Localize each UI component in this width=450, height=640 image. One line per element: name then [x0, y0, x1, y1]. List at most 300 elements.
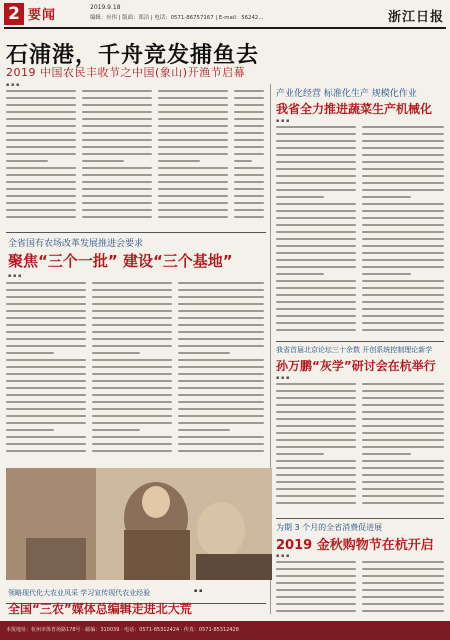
text-line: [158, 195, 228, 197]
text-line: [178, 366, 264, 368]
text-line: [234, 174, 264, 176]
text-line: [276, 418, 356, 420]
state-farm-kicker: 全省国有农场改革发展推进会要求: [8, 239, 144, 249]
text-line: [82, 181, 152, 183]
text-line: [92, 408, 172, 410]
text-line: [6, 202, 76, 204]
text-line: [6, 394, 86, 396]
text-line: [92, 352, 140, 354]
text-line: [6, 317, 86, 319]
state-farm-body-col-2: [92, 282, 172, 462]
text-line: [158, 97, 228, 99]
text-line: [276, 287, 356, 289]
section-rule: [6, 232, 266, 233]
text-line: [362, 418, 444, 420]
text-line: [82, 132, 152, 134]
text-line: [234, 188, 264, 190]
text-line: [178, 338, 264, 340]
text-line: [276, 582, 356, 584]
text-line: [6, 153, 76, 155]
text-line: [234, 132, 264, 134]
text-line: [362, 196, 411, 198]
text-line: [276, 411, 356, 413]
text-line: [92, 429, 140, 431]
text-line: [82, 216, 152, 218]
text-line: [92, 331, 172, 333]
text-line: [362, 280, 444, 282]
text-line: [276, 439, 356, 441]
text-line: [6, 373, 86, 375]
text-line: [276, 203, 356, 205]
text-line: [178, 324, 264, 326]
text-line: [178, 429, 230, 431]
text-line: [362, 252, 444, 254]
text-line: [6, 181, 76, 183]
media-headline: 全国“三农”媒体总编辑走进北大荒: [8, 602, 192, 616]
text-line: [276, 175, 356, 177]
text-line: [276, 467, 356, 469]
text-line: [276, 589, 356, 591]
text-line: [276, 481, 356, 483]
text-line: [276, 603, 356, 605]
text-line: [158, 111, 228, 113]
text-line: [6, 174, 76, 176]
text-line: [158, 160, 200, 162]
newspaper-logo: 浙江日报: [387, 10, 444, 25]
text-line: [276, 259, 356, 261]
text-line: [362, 453, 411, 455]
text-line: [158, 132, 228, 134]
text-line: [362, 133, 444, 135]
text-line: [158, 118, 228, 120]
page-number: 2: [4, 3, 24, 25]
text-line: [82, 125, 152, 127]
text-line: [276, 196, 324, 198]
text-line: [276, 133, 356, 135]
text-line: [92, 289, 172, 291]
text-line: [6, 429, 54, 431]
text-line: [276, 397, 356, 399]
text-line: [6, 401, 86, 403]
text-line: [158, 139, 228, 141]
section-rule: [276, 341, 444, 342]
text-line: [362, 383, 444, 385]
text-line: [362, 266, 444, 268]
text-line: [6, 450, 86, 452]
text-line: [362, 439, 444, 441]
text-line: [158, 202, 228, 204]
text-line: [6, 366, 86, 368]
shopping-headline: 2019 金秋购物节在杭开启: [276, 538, 434, 553]
text-line: [362, 203, 444, 205]
masthead-rule: [4, 27, 446, 29]
text-line: [178, 415, 264, 417]
text-line: [6, 104, 76, 106]
text-line: [362, 217, 444, 219]
text-line: [362, 329, 444, 331]
text-line: [234, 90, 264, 92]
state-farm-body-col-3: [178, 282, 264, 462]
text-line: [92, 303, 172, 305]
text-line: [276, 575, 356, 577]
text-line: [362, 301, 444, 303]
text-line: [6, 359, 86, 361]
text-line: [276, 217, 356, 219]
text-line: [178, 317, 264, 319]
text-line: [276, 126, 356, 128]
text-line: [362, 474, 444, 476]
section-title: 要闻: [28, 8, 57, 23]
text-line: [362, 425, 444, 427]
text-line: [82, 111, 152, 113]
text-line: [276, 425, 356, 427]
text-line: [234, 209, 264, 211]
text-line: [276, 266, 356, 268]
text-line: [276, 488, 356, 490]
text-line: [362, 224, 444, 226]
text-line: [234, 97, 264, 99]
text-line: [234, 104, 264, 106]
text-line: [362, 210, 444, 212]
text-line: [362, 446, 444, 448]
photo: [6, 468, 272, 580]
text-line: [362, 561, 444, 563]
text-line: [276, 238, 356, 240]
text-line: [276, 315, 356, 317]
text-line: [6, 282, 86, 284]
text-line: [82, 139, 152, 141]
shopping-byline: ▪ ▪ ▪: [276, 553, 290, 559]
text-line: [92, 345, 172, 347]
text-line: [92, 450, 172, 452]
text-line: [6, 345, 86, 347]
text-line: [362, 126, 444, 128]
text-line: [82, 174, 152, 176]
text-line: [6, 352, 54, 354]
text-line: [178, 380, 264, 382]
text-line: [6, 146, 76, 148]
grey-theory-body-col-2: [362, 383, 444, 513]
state-farm-body-col-1: [6, 282, 86, 462]
text-line: [276, 147, 356, 149]
text-line: [276, 280, 356, 282]
text-line: [362, 294, 444, 296]
text-line: [234, 153, 264, 155]
text-line: [92, 359, 172, 361]
lead-subhead: 2019 中国农民丰收节之中国(象山)开渔节启幕: [6, 66, 246, 79]
text-line: [92, 324, 172, 326]
text-line: [178, 401, 264, 403]
text-line: [6, 296, 86, 298]
issue-date: 2019.9.18: [90, 4, 121, 11]
text-line: [362, 238, 444, 240]
text-line: [6, 132, 76, 134]
text-line: [6, 195, 76, 197]
text-line: [6, 289, 86, 291]
text-line: [276, 329, 356, 331]
text-line: [276, 161, 356, 163]
text-line: [6, 139, 76, 141]
text-line: [362, 308, 444, 310]
text-line: [6, 415, 86, 417]
text-line: [158, 153, 228, 155]
text-line: [178, 443, 264, 445]
text-line: [6, 90, 76, 92]
text-line: [276, 245, 356, 247]
text-line: [82, 118, 152, 120]
text-line: [362, 596, 444, 598]
text-line: [362, 273, 411, 275]
text-line: [82, 104, 152, 106]
text-line: [276, 390, 356, 392]
machinery-body-col-1: [276, 126, 356, 336]
text-line: [178, 303, 264, 305]
text-line: [276, 154, 356, 156]
text-line: [362, 488, 444, 490]
text-line: [276, 189, 356, 191]
text-line: [92, 373, 172, 375]
text-line: [362, 140, 444, 142]
text-line: [362, 390, 444, 392]
text-line: [276, 453, 324, 455]
text-line: [92, 380, 172, 382]
text-line: [92, 296, 172, 298]
grey-theory-headline: 孙万鹏“灰学”研讨会在杭举行: [276, 359, 436, 373]
text-line: [178, 387, 264, 389]
text-line: [276, 502, 356, 504]
footer-bar: [0, 621, 450, 640]
text-line: [276, 308, 356, 310]
text-line: [362, 182, 444, 184]
text-line: [92, 366, 172, 368]
text-line: [178, 373, 264, 375]
text-line: [92, 436, 172, 438]
text-line: [362, 603, 444, 605]
text-line: [276, 210, 356, 212]
text-line: [92, 415, 172, 417]
text-line: [6, 422, 86, 424]
text-line: [178, 296, 264, 298]
text-line: [82, 97, 152, 99]
photo-credit: ▪ ▪: [194, 588, 203, 594]
text-line: [362, 315, 444, 317]
shopping-kicker: 为期 3 个月的全省消费促进展: [276, 523, 383, 532]
lead-body-col-4: [234, 90, 264, 226]
text-line: [276, 301, 356, 303]
text-line: [276, 182, 356, 184]
text-line: [6, 324, 86, 326]
text-line: [234, 216, 264, 218]
text-line: [276, 273, 324, 275]
text-line: [82, 188, 152, 190]
text-line: [362, 175, 444, 177]
text-line: [276, 596, 356, 598]
text-line: [276, 495, 356, 497]
text-line: [362, 467, 444, 469]
text-line: [6, 125, 76, 127]
text-line: [92, 387, 172, 389]
text-line: [92, 443, 172, 445]
text-line: [82, 195, 152, 197]
text-line: [362, 575, 444, 577]
text-line: [276, 231, 356, 233]
text-line: [362, 259, 444, 261]
text-line: [158, 167, 228, 169]
text-line: [6, 160, 48, 162]
text-line: [82, 146, 152, 148]
text-line: [276, 460, 356, 462]
text-line: [362, 502, 444, 504]
text-line: [362, 287, 444, 289]
text-line: [6, 216, 76, 218]
text-line: [276, 168, 356, 170]
text-line: [158, 181, 228, 183]
text-line: [178, 352, 230, 354]
text-line: [6, 408, 86, 410]
text-line: [92, 338, 172, 340]
text-line: [92, 282, 172, 284]
text-line: [6, 303, 86, 305]
text-line: [178, 408, 264, 410]
text-line: [276, 446, 356, 448]
text-line: [362, 168, 444, 170]
text-line: [178, 450, 264, 452]
text-line: [234, 125, 264, 127]
text-line: [158, 174, 228, 176]
text-line: [276, 474, 356, 476]
text-line: [178, 331, 264, 333]
text-line: [362, 481, 444, 483]
text-line: [158, 209, 228, 211]
text-line: [82, 160, 124, 162]
text-line: [276, 140, 356, 142]
text-line: [276, 294, 356, 296]
text-line: [158, 188, 228, 190]
text-line: [234, 146, 264, 148]
text-line: [362, 322, 444, 324]
text-line: [92, 310, 172, 312]
text-line: [6, 387, 86, 389]
footer-address: 本报地址：杭州市体育场路178号 · 邮编：310039 · 电话：0571-85312424 · 传真：0571-85312428: [6, 627, 239, 633]
text-line: [234, 160, 252, 162]
text-line: [362, 161, 444, 163]
text-line: [82, 202, 152, 204]
text-line: [234, 111, 264, 113]
text-line: [158, 125, 228, 127]
text-line: [362, 397, 444, 399]
text-line: [6, 380, 86, 382]
text-line: [178, 289, 264, 291]
machinery-byline: ▪ ▪ ▪: [276, 118, 290, 124]
text-line: [362, 432, 444, 434]
lead-body-col-3: [158, 90, 228, 226]
text-line: [234, 139, 264, 141]
text-line: [158, 104, 228, 106]
grey-theory-body-col-1: [276, 383, 356, 513]
text-line: [92, 394, 172, 396]
text-line: [362, 610, 444, 612]
text-line: [276, 432, 356, 434]
text-line: [362, 582, 444, 584]
text-line: [178, 359, 264, 361]
text-line: [6, 443, 86, 445]
text-line: [234, 195, 264, 197]
text-line: [362, 231, 444, 233]
text-line: [178, 345, 264, 347]
text-line: [158, 90, 228, 92]
text-line: [276, 322, 356, 324]
text-line: [92, 401, 172, 403]
text-line: [82, 90, 152, 92]
text-line: [6, 167, 76, 169]
grey-theory-kicker: 我省首届北京论坛三十余数 开创系统控制理论新学: [276, 346, 433, 354]
text-line: [92, 422, 172, 424]
text-line: [362, 245, 444, 247]
text-line: [6, 331, 86, 333]
machinery-headline: 我省全力推进蔬菜生产机械化: [276, 102, 433, 116]
text-line: [234, 118, 264, 120]
text-line: [276, 383, 356, 385]
text-line: [362, 189, 444, 191]
text-line: [276, 568, 356, 570]
text-line: [276, 610, 356, 612]
text-line: [234, 167, 264, 169]
shopping-body-col-2: [362, 561, 444, 617]
text-line: [6, 188, 76, 190]
lead-body-col-2: [82, 90, 152, 226]
text-line: [276, 561, 356, 563]
text-line: [178, 310, 264, 312]
text-line: [362, 147, 444, 149]
text-line: [158, 146, 228, 148]
text-line: [178, 394, 264, 396]
text-line: [178, 422, 264, 424]
text-line: [234, 202, 264, 204]
text-line: [362, 404, 444, 406]
text-line: [6, 209, 76, 211]
text-line: [362, 411, 444, 413]
text-line: [362, 154, 444, 156]
text-line: [92, 317, 172, 319]
text-line: [82, 167, 152, 169]
text-line: [6, 436, 86, 438]
text-line: [158, 216, 228, 218]
text-line: [82, 209, 152, 211]
text-line: [6, 111, 76, 113]
text-line: [6, 310, 86, 312]
text-line: [6, 97, 76, 99]
state-farm-byline: ▪ ▪ ▪: [8, 273, 22, 279]
machinery-body-col-2: [362, 126, 444, 336]
section-rule: [276, 518, 444, 519]
lead-headline: 石浦港，千舟竞发捕鱼去: [6, 43, 260, 68]
lead-byline: ▪ ▪ ▪: [6, 82, 20, 88]
text-line: [276, 404, 356, 406]
text-line: [234, 181, 264, 183]
lead-body-col-1: [6, 90, 76, 226]
state-farm-headline: 聚焦“三个一批” 建设“三个基地”: [8, 252, 233, 270]
text-line: [82, 153, 152, 155]
text-line: [6, 118, 76, 120]
text-line: [276, 224, 356, 226]
media-kicker: 领略现代化大农业风采 学习宣传现代农业经验: [8, 589, 151, 597]
text-line: [6, 338, 86, 340]
text-line: [178, 436, 264, 438]
text-line: [362, 460, 444, 462]
machinery-kicker: 产业化经营 标准化生产 规模化作业: [276, 89, 417, 99]
shopping-body-col-1: [276, 561, 356, 617]
text-line: [178, 282, 264, 284]
